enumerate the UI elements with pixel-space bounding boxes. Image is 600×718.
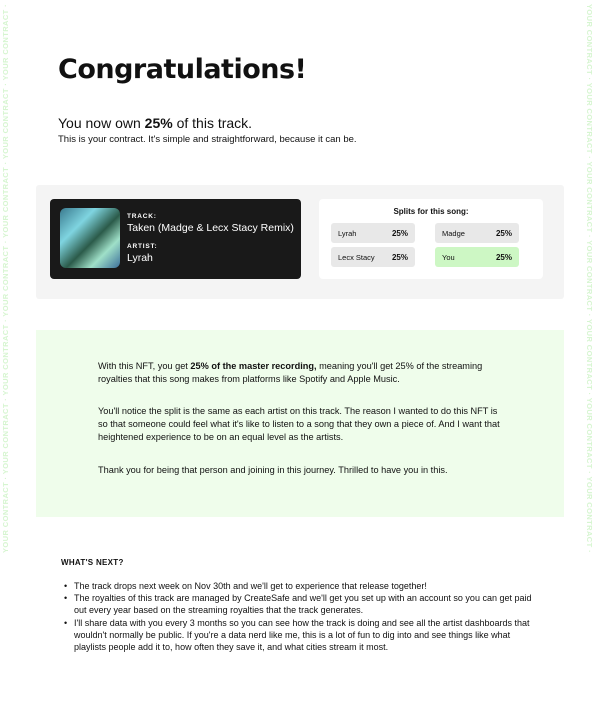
- subtitle: This is your contract. It's simple and straightforward, because it can be.: [58, 134, 357, 145]
- artist-name: Lyrah: [127, 252, 153, 264]
- split-item: Lecx Stacy 25%: [331, 247, 415, 267]
- track-name: Taken (Madge & Lecx Stacy Remix): [127, 222, 294, 234]
- artist-label: ARTIST:: [127, 243, 158, 250]
- list-item: • I'll share data with you every 3 months so you can see how the track is doing and see all the artist dashboards that wouldn't normally be public. If you're a data nerd like me, this is a lot of fun to dig into and see things like what playlists people add it to, how often they save it, and what cities stream it most.: [64, 617, 544, 654]
- side-banner-left: YOUR CONTRACT · YOUR CONTRACT · YOUR CONTRACT · YOUR CONTRACT · YOUR CONTRACT · YOUR CONTRACT · YOUR CONTRACT ·: [1, 4, 10, 553]
- ownership-statement: You now own 25% of this track.: [58, 115, 253, 131]
- split-item: Lyrah 25%: [331, 223, 415, 243]
- whats-next-list: [64, 580, 544, 653]
- list-item: • The track drops next week on Nov 30th and we'll get to experience that release together!: [64, 580, 544, 592]
- page-title: Congratulations!: [58, 54, 307, 85]
- splits-panel: [319, 199, 543, 279]
- whats-next-heading: WHAT'S NEXT?: [61, 558, 124, 567]
- message-panel: [36, 330, 564, 517]
- split-item-you: You 25%: [435, 247, 519, 267]
- message-paragraph: You'll notice the split is the same as each artist on this track. The reason I wanted to do this NFT is so that someone could feel what it's like to listen to a song that they own a piece of. And I want that heightened experience to be on an equal level as the artists.: [98, 406, 500, 442]
- track-label: TRACK:: [127, 213, 157, 220]
- album-art: [60, 208, 120, 268]
- contract-card: [36, 185, 564, 299]
- track-card: [50, 199, 301, 279]
- list-item: • The royalties of this track are managed by CreateSafe and we'll get you set up with an account so you can get paid out every year based on the streaming royalties that the track generates.: [64, 592, 544, 616]
- split-item: Madge 25%: [435, 223, 519, 243]
- splits-title: Splits for this song:: [393, 207, 469, 216]
- message-paragraph: Thank you for being that person and joining in this journey. Thrilled to have you in this.: [98, 465, 448, 475]
- message-paragraph: With this NFT, you get 25% of the master recording, meaning you'll get 25% of the streaming royalties that this song makes from platforms like Spotify and Apple Music.: [98, 361, 483, 384]
- side-banner-right: YOUR CONTRACT · YOUR CONTRACT · YOUR CONTRACT · YOUR CONTRACT · YOUR CONTRACT · YOUR CONTRACT · YOUR CONTRACT ·: [585, 4, 594, 553]
